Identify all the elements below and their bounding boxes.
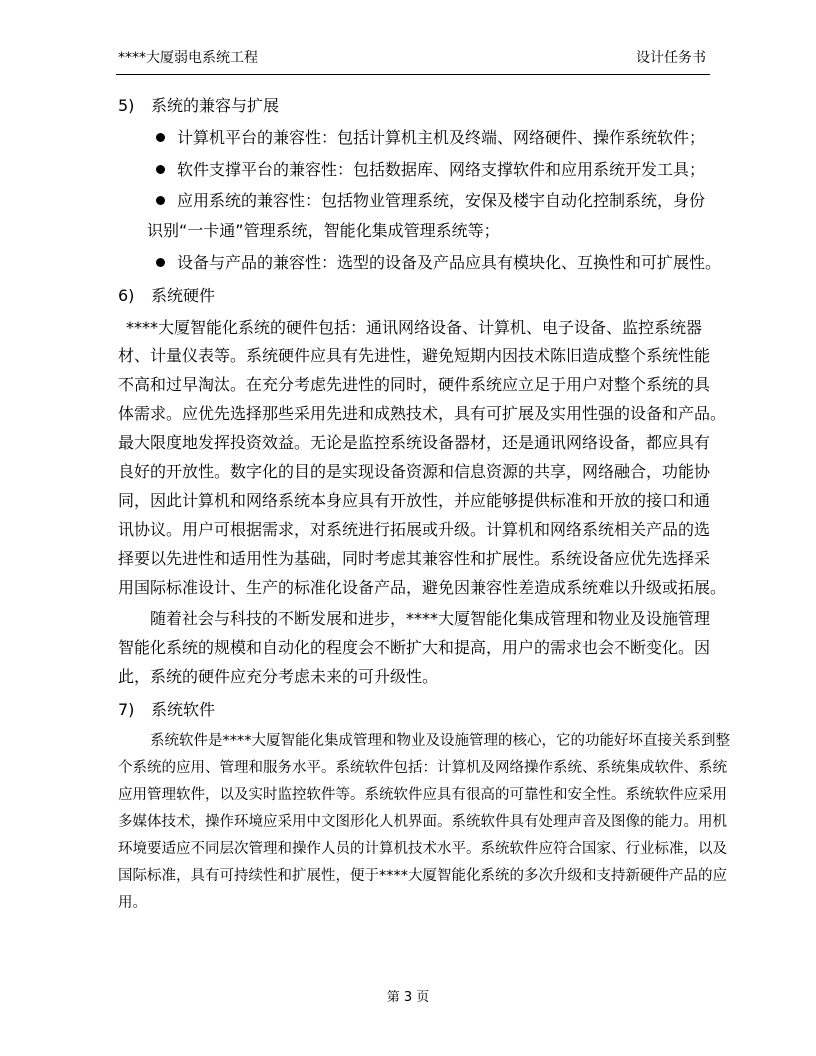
paragraph-line: ****大厦智能化系统的硬件包括：通讯网络设备、计算机、电子设备、监控系统器 xyxy=(126,318,703,337)
paragraph-line: 系统软件是****大厦智能化集成管理和物业及设施管理的核心，它的功能好坏直接关系到整 xyxy=(150,733,730,749)
header-divider xyxy=(116,74,710,75)
paragraph-line: 环境要适应不同层次管理和操作人员的计算机技术水平。系统软件应符合国家、行业标准，以及 xyxy=(118,841,727,857)
paragraph-line: 用国际标准设计、生产的标准化设备产品，避免因兼容性差造成系统难以升级或拓展。 xyxy=(118,578,727,597)
bullet-text: 应用系统的兼容性：包括物业管理系统，安保及楼宇自动化控制系统，身份 xyxy=(177,191,706,210)
section-5-title: 系统的兼容与扩展 xyxy=(151,96,280,115)
bullet-item xyxy=(156,160,705,180)
section-6-number: 6) xyxy=(118,286,135,305)
bullet-icon xyxy=(156,196,165,205)
bullet-text: 软件支撑平台的兼容性：包括数据库、网络支撑软件和应用系统开发工具； xyxy=(177,160,706,179)
paragraph-line: 应用管理软件，以及实时监控软件等。系统软件应具有很高的可靠性和安全性。系统软件应采用 xyxy=(118,787,727,803)
bullet-continuation: 识别“一卡通”管理系统，智能化集成管理系统等； xyxy=(147,221,500,240)
bullet-text: 设备与产品的兼容性：选型的设备及产品应具有模块化、互换性和可扩展性。 xyxy=(177,253,722,272)
paragraph-line: 良好的开放性。数字化的目的是实现设备资源和信息资源的共享，网络融合，功能协 xyxy=(118,462,711,481)
section-5-number: 5) xyxy=(118,96,135,115)
paragraph-line: 材、计量仪表等。系统硬件应具有先进性，避免短期内因技术陈旧造成整个系统性能 xyxy=(118,346,711,365)
paragraph-line: 此，系统的硬件应充分考虑未来的可升级性。 xyxy=(118,667,439,686)
paragraph-line: 多媒体技术，操作环境应采用中文图形化人机界面。系统软件具有处理声音及图像的能力。用机 xyxy=(118,814,727,830)
bullet-icon xyxy=(156,258,165,267)
bullet-item xyxy=(156,191,705,211)
paragraph-line: 讯协议。用户可根据需求，对系统进行拓展或升级。计算机和网络系统相关产品的选 xyxy=(118,520,711,539)
paragraph-line: 智能化系统的规模和自动化的程度会不断扩大和提高，用户的需求也会不断变化。因 xyxy=(118,638,711,657)
paragraph-line: 择要以先进性和适用性为基础，同时考虑其兼容性和扩展性。系统设备应优先选择采 xyxy=(118,549,711,568)
paragraph-line: 国际标准，具有可持续性和扩展性，便于****大厦智能化系统的多次升级和支持新硬件产品的应 xyxy=(118,868,727,884)
section-5-heading xyxy=(118,96,279,116)
section-6-title: 系统硬件 xyxy=(151,286,216,305)
section-6-heading xyxy=(118,286,215,306)
bullet-item xyxy=(156,128,705,148)
section-7-number: 7) xyxy=(118,700,135,719)
paragraph-line: 用。 xyxy=(118,895,147,911)
paragraph-line: 同，因此计算机和网络系统本身应具有开放性，并应能够提供标准和开放的接口和通 xyxy=(118,491,711,510)
section-7-title: 系统软件 xyxy=(151,700,216,719)
page-number: 第 3 页 xyxy=(386,990,430,1005)
header-right: 设计任务书 xyxy=(636,50,706,66)
section-7-heading xyxy=(118,700,215,720)
paragraph-line: 个系统的应用、管理和服务水平。系统软件包括：计算机及网络操作系统、系统集成软件、系统 xyxy=(118,760,727,776)
paragraph-line: 最大限度地发挥投资效益。无论是监控系统设备器材，还是通讯网络设备，都应具有 xyxy=(118,433,711,452)
paragraph-line: 随着社会与科技的不断发展和进步，****大厦智能化集成管理和物业及设施管理 xyxy=(150,609,711,628)
bullet-icon xyxy=(156,165,165,174)
paragraph-line: 体需求。应优先选择那些采用先进和成熟技术，具有可扩展及实用性强的设备和产品。 xyxy=(118,404,727,423)
paragraph-line: 不高和过早淘汰。在充分考虑先进性的同时，硬件系统应立足于用户对整个系统的具 xyxy=(118,375,711,394)
header-left: ****大厦弱电系统工程 xyxy=(118,50,258,66)
bullet-icon xyxy=(156,133,165,142)
bullet-item xyxy=(156,253,721,273)
bullet-text: 计算机平台的兼容性：包括计算机主机及终端、网络硬件、操作系统软件； xyxy=(177,128,706,147)
